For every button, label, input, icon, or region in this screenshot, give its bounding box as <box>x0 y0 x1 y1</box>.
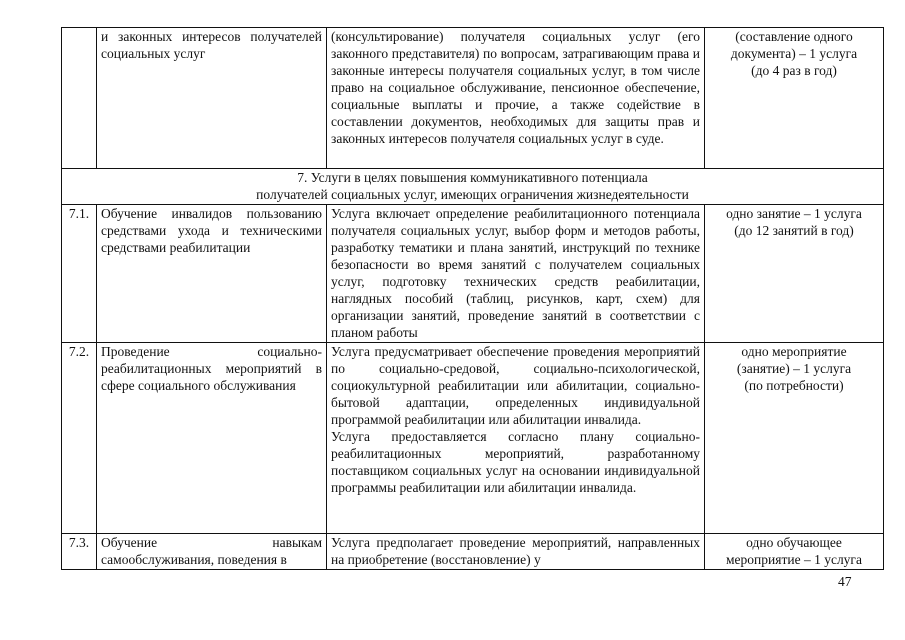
table-row-7-3 <box>62 534 884 570</box>
page-number: 47 <box>838 574 852 589</box>
section-header-row <box>62 169 884 205</box>
norm-text: документа) – 1 услуга <box>730 46 858 61</box>
service-norm-cell <box>705 343 884 534</box>
norm-text: мероприятие – 1 услуга <box>726 552 862 567</box>
table-row-continuation <box>62 28 884 169</box>
description-paragraph: Услуга предоставляется согласно плану социально-реабилитационных мероприятий, разработанному поставщиком социальных услуг на основании индивидуальной программы реабилитации или абилитации инвалида. <box>331 429 700 495</box>
row-number-cell: 7.2. <box>62 343 97 534</box>
section-7-title <box>62 169 884 205</box>
table-row-7-1 <box>62 205 884 343</box>
service-norm-cell <box>705 28 884 169</box>
section-title-line: 7. Услуги в целях повышения коммуникативного потенциала <box>297 170 648 185</box>
norm-text: (занятие) – 1 услуга <box>736 361 852 376</box>
description-paragraph: Услуга предусматривает обеспечение проведения мероприятий по социально-средовой, социально-психологической, социокультурной реабилитации или абилитации, социально-бытовой адаптации, определенных индивидуальной программой реабилитации или абилитации инвалида. <box>331 344 700 427</box>
row-number-cell <box>62 28 97 169</box>
service-description-cell <box>327 343 705 534</box>
service-name-cell: Проведение социально-реабилитационных мероприятий в сфере социального обслуживания <box>97 343 327 534</box>
service-description-cell: Услуга предполагает проведение мероприятий, направленных на приобретение (восстановление) у <box>327 534 705 570</box>
service-name-cell: и законных интересов получателей социальных услуг <box>97 28 327 169</box>
row-number-cell: 7.3. <box>62 534 97 570</box>
service-name-cell: Обучение навыкам самообслуживания, поведения в <box>97 534 327 570</box>
row-number-cell: 7.1. <box>62 205 97 343</box>
norm-text: одно обучающее <box>746 535 842 550</box>
norm-text: (до 4 раз в год) <box>751 63 837 78</box>
norm-text: (составление одного <box>735 29 853 44</box>
service-norm-cell <box>705 534 884 570</box>
section-title-line: получателей социальных услуг, имеющих ограничения жизнедеятельности <box>256 187 689 202</box>
norm-text: одно занятие – 1 услуга <box>726 206 862 221</box>
services-table <box>61 27 884 570</box>
norm-text: (по потребности) <box>744 378 844 393</box>
norm-text: (до 12 занятий в год) <box>734 223 854 238</box>
service-description-cell: Услуга включает определение реабилитационного потенциала получателя социальных услуг, выбор форм и методов работы, разработку тематики и плана занятий, инструкций по технике безопасности во время занятий с получателем социальных услуг, подготовку технических средств реабилитации, наглядных пособий (таблиц, рисунков, карт, схем) для организации занятий, проведение занятий в соответствии с планом работы <box>327 205 705 343</box>
service-norm-cell <box>705 205 884 343</box>
table-row-7-2 <box>62 343 884 534</box>
service-description-cell: (консультирование) получателя социальных услуг (его законного представителя) по вопросам, затрагивающим права и законные интересы получателя социальных услуг, в том числе право на социальное обслуживание, пенсионное обеспечение, социальные выплаты и прочие, а также содействие в составлении документов, необходимых для защиты прав и законных интересов получателя социальных услуг в суде. <box>327 28 705 169</box>
norm-text: одно мероприятие <box>741 344 847 359</box>
service-name-cell: Обучение инвалидов пользованию средствами ухода и техническими средствами реабилитации <box>97 205 327 343</box>
